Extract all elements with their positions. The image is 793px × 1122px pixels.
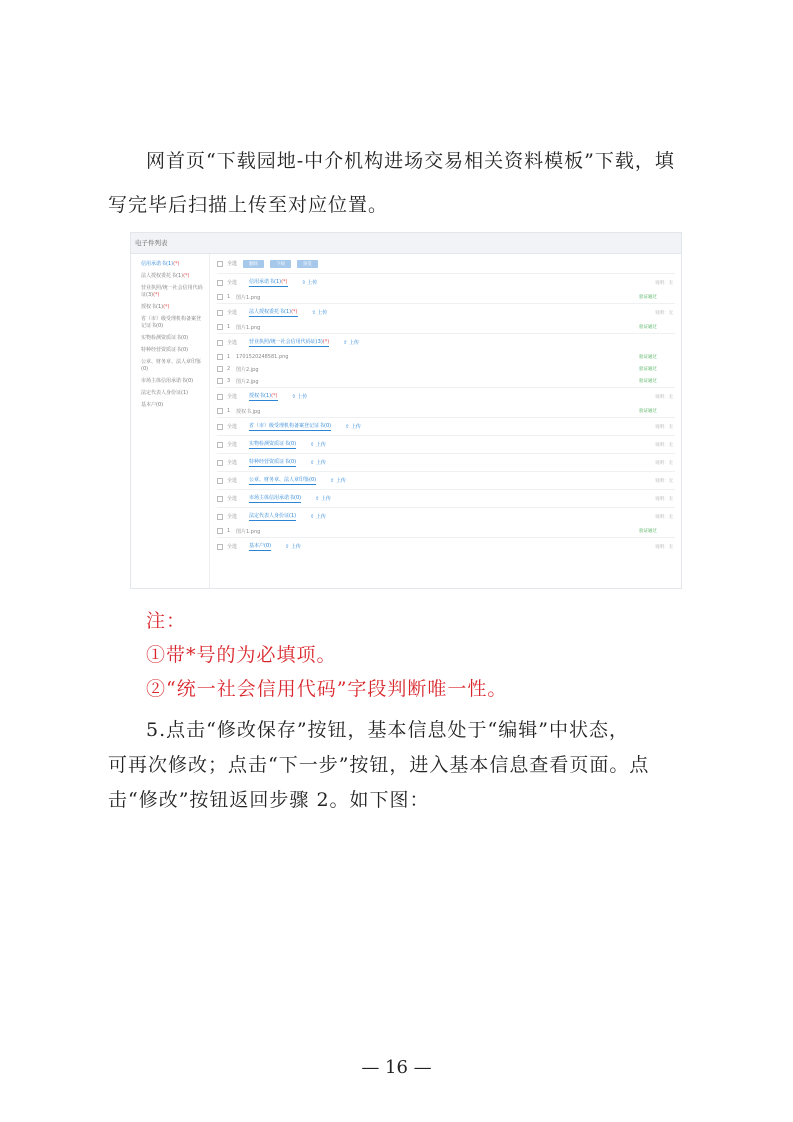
group-select-all[interactable]: 全选 xyxy=(227,514,238,520)
file-group xyxy=(217,303,675,333)
upload-label: 上传 xyxy=(348,340,359,346)
group-name-text: 法人授权委托书(1) xyxy=(249,309,292,315)
upload-button[interactable]: ⇧ 上传 xyxy=(310,442,326,448)
group-name-text: 营业执照/统一社会信用代码证(3) xyxy=(249,339,323,345)
toolbar xyxy=(217,254,675,273)
group-header xyxy=(217,490,675,507)
group-checkbox[interactable] xyxy=(217,280,223,286)
file-row xyxy=(217,351,675,363)
note-1: ①带*号的为必填项。 xyxy=(146,644,337,666)
group-select-all[interactable]: 全选 xyxy=(227,478,238,484)
group-name-text: 公章、财务章、法人章印鉴(0) xyxy=(249,477,317,483)
group-desc: 说明：无 xyxy=(655,310,673,316)
intro-paragraph xyxy=(108,146,688,234)
group-name[interactable] xyxy=(249,494,301,503)
file-group xyxy=(217,333,675,387)
sidebar-item[interactable] xyxy=(131,283,209,302)
upload-button[interactable]: ⇧ 上传 xyxy=(301,280,318,286)
group-checkbox[interactable] xyxy=(217,442,223,448)
upload-button[interactable]: ⇧ 上传 xyxy=(345,424,361,430)
sidebar-item-label: 法人授权委托书(1) xyxy=(141,273,184,279)
file-checkbox[interactable] xyxy=(217,366,223,372)
step-5-paragraph xyxy=(108,715,688,820)
group-select-all[interactable]: 全选 xyxy=(227,424,238,430)
group-name-text: 基本户(0) xyxy=(249,543,272,549)
download-button[interactable]: 下载 xyxy=(270,260,291,268)
verify-status: 验证通过 xyxy=(639,367,657,372)
sidebar-item[interactable] xyxy=(131,400,209,412)
group-checkbox[interactable] xyxy=(217,478,223,484)
sidebar xyxy=(131,254,210,588)
group-desc: 说明：无 xyxy=(655,544,673,550)
file-number: 1 xyxy=(227,528,231,534)
group-name-text: 法定代表人身份证(1) xyxy=(249,513,297,519)
file-name[interactable]: 1701520248581.png xyxy=(236,354,289,360)
group-select-all[interactable]: 全选 xyxy=(227,496,238,502)
sidebar-item-label: 公章、财务章、法人章印鉴(0) xyxy=(141,359,202,372)
group-header xyxy=(217,538,675,555)
group-header xyxy=(217,304,675,321)
group-header xyxy=(217,274,675,291)
group-name[interactable] xyxy=(249,422,331,431)
intro-line-2: 写完毕后扫描上传至对应位置。 xyxy=(108,194,389,216)
group-header xyxy=(217,388,675,405)
group-name[interactable] xyxy=(249,392,278,401)
group-name[interactable] xyxy=(249,440,296,449)
sidebar-item-label: 特种经营资质证书(0) xyxy=(141,347,189,353)
sidebar-item-label: 营业执照/统一社会信用代码证(3) xyxy=(141,285,203,298)
group-desc: 说明：无 xyxy=(655,496,673,502)
group-desc: 说明：无 xyxy=(655,478,673,484)
group-checkbox[interactable] xyxy=(217,310,223,316)
group-select-all[interactable]: 全选 xyxy=(227,544,238,550)
file-row xyxy=(217,375,675,387)
file-number: 1 xyxy=(227,354,231,360)
sidebar-item[interactable] xyxy=(131,271,209,283)
file-number: 1 xyxy=(227,408,231,414)
required-mark: (*) xyxy=(281,279,288,285)
file-group xyxy=(217,273,675,303)
sidebar-item[interactable] xyxy=(131,388,209,400)
sidebar-item-label: 法定代表人身份证(1) xyxy=(141,390,189,396)
file-groups xyxy=(217,254,675,588)
upload-button[interactable]: ⇧ 上传 xyxy=(291,394,308,400)
delete-button[interactable]: 删除 xyxy=(243,260,264,268)
group-name-text: 市场主体信用承诺书(0) xyxy=(249,495,302,501)
group-select-all[interactable]: 全选 xyxy=(227,442,238,448)
file-group xyxy=(217,435,675,453)
upload-label: 上传 xyxy=(315,514,326,520)
file-group xyxy=(217,453,675,471)
required-mark: (*) xyxy=(183,273,190,279)
verify-status: 验证通过 xyxy=(639,529,657,534)
group-name[interactable] xyxy=(249,542,271,551)
upload-label: 上传 xyxy=(290,544,301,550)
group-checkbox[interactable] xyxy=(217,544,223,550)
sidebar-item[interactable] xyxy=(131,314,209,333)
sidebar-item-label: 授权书(1) xyxy=(141,304,164,310)
sidebar-item[interactable] xyxy=(131,376,209,388)
verify-status: 验证通过 xyxy=(639,379,657,384)
group-checkbox[interactable] xyxy=(217,514,223,520)
file-row xyxy=(217,291,675,303)
sidebar-item-label: 基本户(0) xyxy=(141,402,164,408)
group-list xyxy=(217,273,675,555)
group-select-all[interactable]: 全选 xyxy=(227,460,238,466)
upload-button[interactable]: ⇧ 上传 xyxy=(310,514,326,520)
file-checkbox[interactable] xyxy=(217,528,223,534)
file-row xyxy=(217,525,675,537)
select-all-checkbox[interactable] xyxy=(217,261,223,267)
file-row xyxy=(217,405,675,417)
file-group xyxy=(217,387,675,417)
upload-button[interactable]: ⇧ 上传 xyxy=(343,340,359,346)
file-checkbox[interactable] xyxy=(217,324,223,330)
file-name[interactable]: 图片2.jpg xyxy=(236,378,259,385)
file-group xyxy=(217,471,675,489)
group-desc: 说明：无 xyxy=(655,442,673,448)
file-row xyxy=(217,321,675,333)
upload-button[interactable]: ⇧ 上传 xyxy=(330,478,346,484)
note-2: ②“统一社会信用代码”字段判断唯一性。 xyxy=(146,678,508,700)
file-checkbox[interactable] xyxy=(217,294,223,300)
upload-label: 上传 xyxy=(315,460,326,466)
required-mark: (*) xyxy=(173,261,180,267)
file-number: 3 xyxy=(227,378,231,384)
file-checkbox[interactable] xyxy=(217,378,223,384)
file-group xyxy=(217,537,675,555)
preview-button[interactable]: 预览 xyxy=(297,260,318,268)
group-name-text: 特种经营资质证书(0) xyxy=(249,459,297,465)
required-mark: (*) xyxy=(322,339,330,345)
required-mark: (*) xyxy=(163,304,170,310)
group-header xyxy=(217,334,675,351)
group-select-all[interactable]: 全选 xyxy=(227,310,238,316)
group-select-all[interactable]: 全选 xyxy=(227,340,238,346)
step-5-line-2: 可再次修改；点击“下一步”按钮，进入基本信息查看页面。点 xyxy=(108,754,650,776)
group-checkbox[interactable] xyxy=(217,460,223,466)
upload-button[interactable]: ⇧ 上传 xyxy=(285,544,301,550)
group-checkbox[interactable] xyxy=(217,424,223,430)
file-name[interactable]: 图片1.png xyxy=(236,528,261,535)
file-checkbox[interactable] xyxy=(217,408,223,414)
file-group xyxy=(217,489,675,507)
verify-status: 验证通过 xyxy=(639,409,657,414)
group-desc: 说明：无 xyxy=(655,424,673,430)
group-name-text: 省（市）级受理机构备案登记证书(0) xyxy=(249,423,332,429)
upload-label: 上传 xyxy=(320,496,331,502)
group-select-all[interactable]: 全选 xyxy=(227,394,238,400)
select-all-label: 全选 xyxy=(227,261,238,267)
group-name[interactable] xyxy=(249,278,288,287)
upload-button[interactable]: ⇧ 上传 xyxy=(311,310,328,316)
sidebar-item[interactable] xyxy=(131,357,209,376)
group-checkbox[interactable] xyxy=(217,340,223,346)
sidebar-item[interactable] xyxy=(131,333,209,345)
file-row xyxy=(217,363,675,375)
sidebar-item[interactable] xyxy=(131,259,209,271)
upload-label: 上传 xyxy=(315,442,326,448)
group-desc: 说明：无 xyxy=(655,394,673,400)
group-header xyxy=(217,508,675,525)
group-name[interactable] xyxy=(249,308,298,317)
group-select-all[interactable]: 全选 xyxy=(227,280,238,286)
file-name[interactable]: 图片1.png xyxy=(236,324,261,331)
file-group xyxy=(217,507,675,537)
upload-button[interactable]: ⇧ 上传 xyxy=(315,496,331,502)
sidebar-item[interactable] xyxy=(131,345,209,357)
group-desc: 说明：无 xyxy=(655,280,673,286)
sidebar-item-label: 市场主体信用承诺书(0) xyxy=(141,378,194,384)
upload-label: 上传 xyxy=(335,478,346,484)
sidebar-item-label: 信用承诺书(1) xyxy=(141,261,174,267)
file-number: 1 xyxy=(227,294,231,300)
page-number: — 16 — xyxy=(361,1057,432,1078)
group-header xyxy=(217,472,675,489)
required-mark: (*) xyxy=(271,393,278,399)
group-header xyxy=(217,436,675,453)
file-number: 2 xyxy=(227,366,231,372)
group-name-text: 授权书(1) xyxy=(249,393,272,399)
file-checkbox[interactable] xyxy=(217,354,223,360)
step-5-line-1: 5.点击“修改保存”按钮，基本信息处于“编辑”中状态， xyxy=(146,719,629,741)
verify-status: 验证通过 xyxy=(639,355,657,360)
group-header xyxy=(217,418,675,435)
group-desc: 说明：无 xyxy=(655,460,673,466)
upload-label: 上传 xyxy=(317,310,328,316)
group-desc: 说明：无 xyxy=(655,514,673,520)
intro-line-1: 网首页“下载园地-中介机构进场交易相关资料模板”下载，填 xyxy=(146,150,675,172)
attachment-list-screenshot xyxy=(130,232,682,589)
file-name[interactable]: 图片2.jpg xyxy=(236,366,259,373)
group-header xyxy=(217,454,675,471)
group-name[interactable] xyxy=(249,338,329,347)
group-checkbox[interactable] xyxy=(217,394,223,400)
upload-button[interactable]: ⇧ 上传 xyxy=(310,460,326,466)
group-name-text: 实物检测资质证书(0) xyxy=(249,441,297,447)
required-mark: (*) xyxy=(153,292,160,298)
group-checkbox[interactable] xyxy=(217,496,223,502)
upload-label: 上传 xyxy=(297,394,308,400)
notes-title: 注： xyxy=(146,610,187,632)
verify-status: 验证通过 xyxy=(639,295,657,300)
sidebar-item-label: 实物检测资质证书(0) xyxy=(141,335,189,341)
group-name[interactable] xyxy=(249,458,296,467)
file-number: 1 xyxy=(227,324,231,330)
upload-label: 上传 xyxy=(350,424,361,430)
required-mark: (*) xyxy=(291,309,298,315)
notes xyxy=(108,606,688,708)
group-name[interactable] xyxy=(249,476,316,485)
group-name-text: 信用承诺书(1) xyxy=(249,279,282,285)
group-name[interactable] xyxy=(249,512,296,521)
verify-status: 验证通过 xyxy=(639,325,657,330)
file-name[interactable]: 图片1.png xyxy=(236,294,261,301)
sidebar-item[interactable] xyxy=(131,302,209,314)
file-name[interactable]: 授权书.jpg xyxy=(236,408,261,415)
upload-label: 上传 xyxy=(307,280,318,286)
sidebar-item-label: 省（市）级受理机构备案登记证书(0) xyxy=(141,316,202,329)
file-group xyxy=(217,417,675,435)
step-5-line-3: 击“修改”按钮返回步骤 2。如下图： xyxy=(108,789,430,811)
panel-title: 电子件列表 xyxy=(131,233,681,254)
